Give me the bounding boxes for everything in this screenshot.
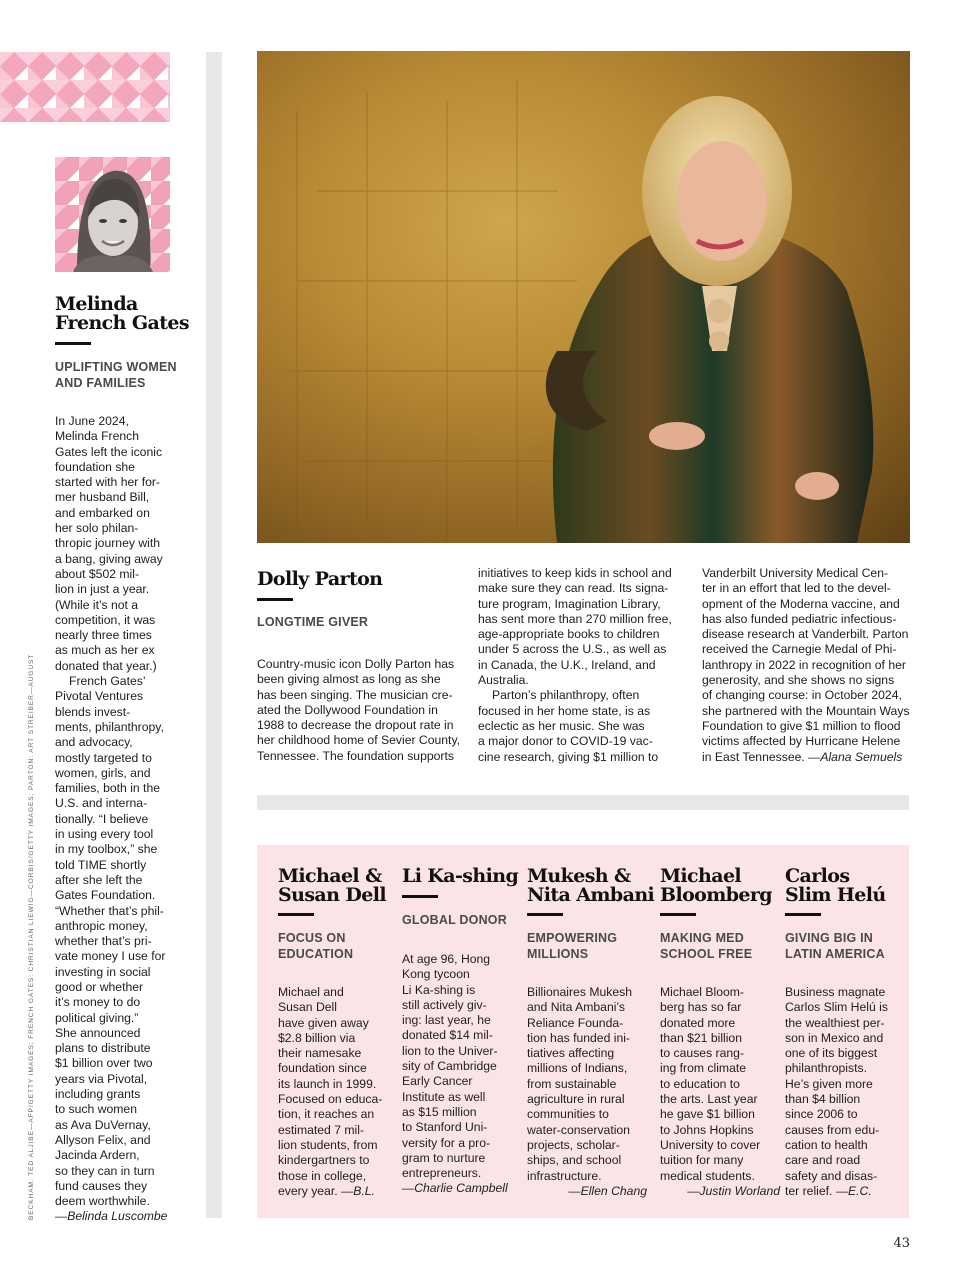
text-line: U.S. and interna- — [55, 796, 148, 811]
text-line: Jacinda Ardern, — [55, 1148, 140, 1163]
feature-kicker: LONGTIME GIVER — [257, 615, 369, 629]
profile-closing — [527, 1184, 647, 1199]
text-line: Kong tycoon — [402, 967, 470, 982]
text-line: estimated 7 mil- — [278, 1122, 365, 1137]
text-line: eclectic as her music. She was — [478, 718, 645, 733]
text-line: tuition for many — [660, 1153, 744, 1168]
text-line: to Johns Hopkins — [660, 1122, 754, 1137]
profile-kicker — [785, 930, 885, 962]
text-line: he gave $1 billion — [660, 1107, 755, 1122]
profile-kicker-line: MILLIONS — [527, 947, 589, 961]
text-line: mostly targeted to — [55, 750, 152, 765]
text-line: nearly three times — [55, 628, 152, 643]
text-line: one of its biggest — [785, 1046, 878, 1061]
text-line: Tennessee. The foundation supports — [257, 748, 454, 763]
sidebar-kicker-line1: UPLIFTING WOMEN — [55, 360, 177, 374]
feature-col2-para1 — [478, 566, 688, 688]
profile-name — [527, 867, 654, 905]
text-line: from sustainable — [527, 1076, 617, 1091]
decorative-pattern — [0, 52, 170, 122]
column-divider-bar — [206, 52, 222, 1218]
text-line: mer husband Bill, — [55, 490, 150, 505]
text-line: so they can in turn — [55, 1163, 155, 1178]
profile-signature: —Justin Worland — [687, 1183, 780, 1198]
text-line: years via Pivotal, — [55, 1071, 148, 1086]
text-line: Business magnate — [785, 985, 886, 999]
sidebar-body-para2 — [55, 674, 180, 1209]
profile-body — [402, 952, 522, 1197]
profile-kicker-line: GLOBAL DONOR — [402, 913, 507, 927]
text-line: son in Mexico and — [785, 1030, 884, 1045]
text-line: kindergartners to — [278, 1153, 370, 1168]
text-line: Country-music icon Dolly Parton has — [257, 657, 455, 671]
profile-name — [402, 867, 518, 886]
text-line: focused in her home state, is as — [478, 703, 651, 718]
text-line: Institute as well — [402, 1089, 486, 1104]
text-line: University to cover — [660, 1137, 761, 1152]
text-line: in my toolbox,” she — [55, 842, 158, 857]
feature-column-1 — [257, 657, 467, 764]
text-line: has also funded pediatric infectious- — [702, 611, 897, 626]
sidebar-body-para1 — [55, 414, 180, 674]
text-line: projects, scholar- — [527, 1137, 620, 1152]
text-line: lion to the Univer- — [402, 1043, 498, 1058]
dolly-parton-photo — [257, 51, 910, 543]
profile-name-line: Mukesh & — [527, 865, 631, 887]
text-line: versity for a pro- — [402, 1135, 491, 1150]
profile-kicker-line: SCHOOL FREE — [660, 947, 753, 961]
text-line: their namesake — [278, 1046, 362, 1061]
text-line: ing from climate — [660, 1061, 747, 1076]
text-line: a bang, giving away — [55, 551, 163, 566]
profile-kicker-line: GIVING BIG IN — [785, 931, 874, 945]
sidebar-name-line2: French Gates — [55, 312, 189, 334]
profile-body — [660, 985, 780, 1199]
text-line: and Nita Ambani’s — [527, 1000, 626, 1015]
text-line: after she left the — [55, 872, 143, 887]
text-line: tion, it reaches an — [278, 1107, 375, 1122]
text-line: Reliance Founda- — [527, 1015, 624, 1030]
text-line: medical students. — [660, 1168, 755, 1183]
photo-illustration — [257, 51, 910, 543]
text-line: foundation since — [278, 1061, 367, 1076]
text-line: as $15 million — [402, 1104, 477, 1119]
text-line: deem worthwhile. — [55, 1194, 150, 1209]
text-line: including grants — [55, 1087, 141, 1102]
text-line: it’s money to do — [55, 995, 141, 1010]
text-line: agriculture in rural — [527, 1092, 625, 1107]
profile-last-line: ter relief. — [785, 1183, 833, 1198]
sidebar-name — [55, 295, 189, 333]
profile-closing — [660, 1184, 780, 1199]
text-line: initiatives to keep kids in school and — [478, 566, 672, 580]
feature-column-2 — [478, 566, 688, 765]
text-line: ture program, Imagination Library, — [478, 596, 661, 611]
photo-credit: BECKHAM: TED ALJIBE—AFP/GETTY IMAGES; FRENCH GATES: CHRISTIAN LIEWIG—CORBIS/GETTY IMAGES; PARTON: ART STREIBER—AUGUST — [28, 653, 35, 1220]
text-line: the arts. Last year — [660, 1092, 758, 1107]
text-line: Focused on educa- — [278, 1092, 383, 1107]
text-line: women, girls, and — [55, 765, 151, 780]
text-line: disease research at Vanderbilt. Parton — [702, 627, 909, 642]
profile-name-line: Bloomberg — [660, 884, 772, 906]
profile-name-line: Li Ka-shing — [402, 865, 519, 887]
text-line: whether that’s pri- — [55, 934, 152, 949]
text-line: Pivotal Ventures — [55, 689, 144, 704]
page-number: 43 — [893, 1236, 910, 1251]
text-line: Gates Foundation. — [55, 888, 156, 903]
profile-body — [785, 985, 905, 1199]
text-line: make sure they can read. Its signa- — [478, 581, 669, 596]
text-line: to education to — [660, 1076, 740, 1091]
text-line: in Canada, the U.K., Ireland, and — [478, 657, 656, 672]
text-line: She announced — [55, 1025, 141, 1040]
text-line: tionally. “I believe — [55, 811, 149, 826]
text-line: as much as her ex — [55, 643, 155, 658]
text-line: a major donor to COVID-19 vac- — [478, 734, 653, 749]
text-line: lion in just a year. — [55, 582, 150, 597]
text-line: sity of Cambridge — [402, 1059, 497, 1074]
text-line: as Ava DuVernay, — [55, 1117, 151, 1132]
text-line: Michael Bloom- — [660, 985, 744, 999]
text-line: Parton’s philanthropy, often — [492, 688, 640, 703]
text-line: Billionaires Mukesh — [527, 985, 632, 999]
profile-rule — [527, 913, 563, 916]
profile-kicker-line: FOCUS ON — [278, 931, 346, 945]
profile-kicker-line: EDUCATION — [278, 947, 354, 961]
profile-kicker — [527, 930, 617, 962]
melinda-portrait — [55, 157, 170, 272]
profile-name-line: Susan Dell — [278, 884, 386, 906]
text-line: opment of the Moderna vaccine, and — [702, 596, 900, 611]
text-line: has sent more than 270 million free, — [478, 611, 672, 626]
text-line: Australia. — [478, 673, 529, 688]
profile-kicker — [660, 930, 752, 962]
text-line: competition, it was — [55, 612, 156, 627]
profile-name-line: Slim Helú — [785, 884, 886, 906]
profile-signature: —B.L. — [341, 1183, 375, 1198]
feature-col3-closing — [702, 750, 917, 765]
feature-signature: —Alana Semuels — [808, 749, 903, 764]
feature-col3-last-line: in East Tennessee. — [702, 749, 805, 764]
text-line: thropic journey with — [55, 536, 160, 551]
text-line: entrepreneurs. — [402, 1166, 482, 1181]
text-line: donated more — [660, 1015, 736, 1030]
feature-col2-para2 — [478, 688, 688, 764]
text-line: ated the Dollywood Foundation in — [257, 702, 438, 717]
profile-rule — [785, 913, 821, 916]
text-line: political giving.” — [55, 1010, 139, 1025]
text-line: philanthropists. — [785, 1061, 867, 1076]
text-line: Li Ka-shing is — [402, 982, 476, 997]
text-line: anthropic money, — [55, 918, 148, 933]
text-line: still actively giv- — [402, 997, 487, 1012]
text-line: ter in an effort that led to the devel- — [702, 581, 891, 596]
text-line: Allyson Felix, and — [55, 1132, 151, 1147]
text-line: been giving almost as long as she — [257, 672, 441, 687]
text-line: ments, philanthropy, — [55, 719, 164, 734]
text-line: she partnered with the Mountain Ways — [702, 703, 910, 718]
profile-closing — [278, 1184, 398, 1199]
sidebar-body — [55, 414, 180, 1225]
text-line: safety and disas- — [785, 1168, 878, 1183]
text-line: tiatives affecting — [527, 1046, 615, 1061]
text-line: donated $14 mil- — [402, 1028, 493, 1043]
text-line: those in college, — [278, 1168, 367, 1183]
text-line: vate money I use for — [55, 949, 166, 964]
text-line: Susan Dell — [278, 1000, 337, 1015]
text-line: 1988 to decrease the dropout rate in — [257, 718, 454, 733]
text-line: under 5 across the U.S., as well as — [478, 642, 667, 657]
text-line: Michael and — [278, 985, 344, 999]
sidebar-kicker-line2: AND FAMILIES — [55, 376, 146, 390]
text-line: millions of Indians, — [527, 1061, 628, 1076]
text-line: infrastructure. — [527, 1168, 602, 1183]
text-line: donated that year.) — [55, 658, 157, 673]
text-line: since 2006 to — [785, 1107, 858, 1122]
profile-kicker-line: LATIN AMERICA — [785, 947, 885, 961]
profile-signature: —Charlie Campbell — [402, 1181, 508, 1196]
text-line: lanthropy in 2022 in recognition of her — [702, 657, 906, 672]
profile-kicker-line: MAKING MED — [660, 931, 744, 945]
feature-col1-text — [257, 657, 467, 764]
profile-closing — [402, 1181, 522, 1196]
profile-rule — [402, 895, 438, 898]
profile-kicker — [278, 930, 353, 962]
text-line: causes from edu- — [785, 1122, 880, 1137]
profile-kicker-line: EMPOWERING — [527, 931, 618, 945]
text-line: victims affected by Hurricane Helene — [702, 734, 901, 749]
text-line: ing: last year, he — [402, 1013, 491, 1028]
sidebar-kicker — [55, 359, 177, 391]
text-line: age-appropriate books to children — [478, 627, 660, 642]
text-line: At age 96, Hong — [402, 952, 491, 966]
text-line: her childhood home of Sevier County, — [257, 733, 461, 748]
text-line: cine research, giving $1 million to — [478, 749, 659, 764]
text-line: blends invest- — [55, 704, 131, 719]
text-line: than $4 billion — [785, 1092, 861, 1107]
text-line: cation to health — [785, 1137, 868, 1152]
text-line: (While it’s not a — [55, 597, 139, 612]
text-line: and advocacy, — [55, 735, 133, 750]
text-line: berg has so far — [660, 1000, 742, 1015]
text-line: Carlos Slim Helú is — [785, 1000, 888, 1015]
text-line: foundation she — [55, 459, 135, 474]
profile-name-line: Michael & — [278, 865, 382, 887]
text-line: has been singing. The musician cre- — [257, 687, 453, 702]
text-line: than $21 billion — [660, 1030, 742, 1045]
profile-name-line: Nita Ambani — [527, 884, 655, 906]
text-line: plans to distribute — [55, 1041, 151, 1056]
text-line: her solo philan- — [55, 521, 139, 536]
profile-kicker — [402, 912, 507, 928]
profile-body — [278, 985, 398, 1199]
text-line: care and road — [785, 1153, 861, 1168]
sidebar-signature: —Belinda Luscombe — [55, 1209, 168, 1224]
text-line: to Stanford Uni- — [402, 1120, 488, 1135]
text-line: and embarked on — [55, 505, 150, 520]
feature-column-3 — [702, 566, 917, 765]
text-line: investing in social — [55, 964, 151, 979]
profile-name-line: Carlos — [785, 865, 850, 887]
feature-rule — [257, 598, 293, 601]
portrait-illustration — [55, 157, 170, 272]
text-line: about $502 mil- — [55, 566, 140, 581]
sidebar-rule — [55, 342, 91, 345]
text-line: Vanderbilt University Medical Cen- — [702, 566, 889, 580]
text-line: $2.8 billion via — [278, 1030, 356, 1045]
text-line: lion students, from — [278, 1137, 378, 1152]
text-line: tion has funded ini- — [527, 1030, 630, 1045]
text-line: $1 billion over two — [55, 1056, 153, 1071]
text-line: its launch in 1999. — [278, 1076, 377, 1091]
text-line: have given away — [278, 1015, 369, 1030]
text-line: Early Cancer — [402, 1074, 473, 1089]
text-line: to causes rang- — [660, 1046, 745, 1061]
text-line: ships, and school — [527, 1153, 622, 1168]
text-line: “Whether that’s phil- — [55, 903, 164, 918]
text-line: the wealthiest per- — [785, 1015, 885, 1030]
text-line: of changing course: in October 2024, — [702, 688, 902, 703]
profile-signature: —Ellen Chang — [568, 1183, 647, 1198]
text-line: In June 2024, — [55, 414, 129, 428]
text-line: He’s given more — [785, 1076, 873, 1091]
text-line: fund causes they — [55, 1178, 148, 1193]
profile-rule — [660, 913, 696, 916]
profile-name — [278, 867, 386, 905]
profile-name — [785, 867, 886, 905]
text-line: told TIME shortly — [55, 857, 147, 872]
text-line: started with her for- — [55, 475, 160, 490]
text-line: gram to nurture — [402, 1150, 486, 1165]
feature-name: Dolly Parton — [257, 568, 383, 590]
profile-name-line: Michael — [660, 865, 742, 887]
section-divider — [257, 795, 909, 810]
text-line: Melinda French — [55, 429, 139, 444]
profile-body — [527, 985, 647, 1199]
text-line: water-conservation — [527, 1122, 630, 1137]
text-line: to such women — [55, 1102, 137, 1117]
text-line: Gates left the iconic — [55, 444, 163, 459]
text-line: Foundation to give $1 million to flood — [702, 718, 901, 733]
profile-signature: —E.C. — [835, 1183, 872, 1198]
text-line: received the Carnegie Medal of Phi- — [702, 642, 897, 657]
profile-last-line: every year. — [278, 1183, 338, 1198]
profile-rule — [278, 913, 314, 916]
text-line: in using every tool — [55, 827, 154, 842]
profile-name — [660, 867, 772, 905]
text-line: communities to — [527, 1107, 609, 1122]
text-line: generosity, and she shows no signs — [702, 673, 895, 688]
text-line: families, both in the — [55, 781, 161, 796]
text-line: French Gates’ — [69, 674, 146, 689]
sidebar-name-line1: Melinda — [55, 293, 138, 315]
profile-closing — [785, 1184, 905, 1199]
text-line: good or whether — [55, 979, 144, 994]
feature-col3-text — [702, 566, 917, 750]
